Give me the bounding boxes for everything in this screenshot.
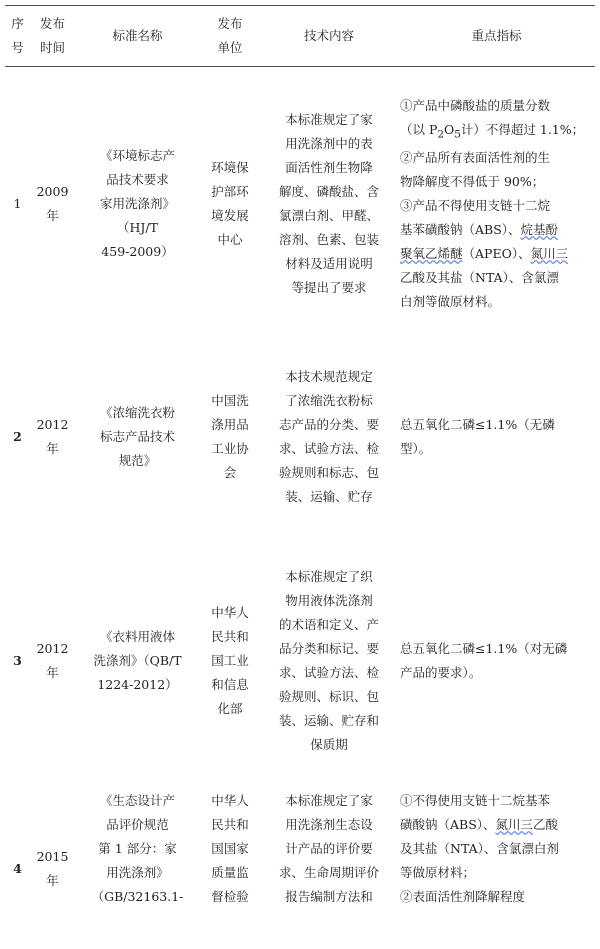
row-time: 2015 年 (36, 849, 69, 888)
row-name: 《环境标志产 品技术要求 家用洗涤剂》 （HJ/T 459-2009） (99, 148, 175, 259)
row-no: 2 (13, 429, 22, 444)
table-header-row (5, 6, 595, 67)
row-unit: 环境保 护部环 境发展 中心 (211, 160, 249, 247)
row-unit: 中华人 民共和 国国家 质量监 督检验 (211, 793, 249, 904)
header-time: 发布 时间 (30, 6, 75, 67)
row-content: 本标准规定了家 用洗涤剂中的表 面活性剂生物降 解度、磷酸盐、含 氯漂白剂、甲醛、 溶剂、色素、包装 材料及适用说明 等提出了要求 (278, 112, 379, 295)
row-unit: 中华人 民共和 国工业 和信息 化部 (211, 605, 249, 716)
row-name: 《浓缩洗衣粉 标志产品技术 规范》 (99, 405, 175, 468)
row-key: 总五氧化二磷≤1.1%（无磷 型）。 (400, 417, 555, 456)
row-time: 2012 年 (36, 641, 69, 680)
header-content: 技术内容 (260, 6, 398, 67)
row-content: 本技术规范规定 了浓缩洗衣粉标 志产品的分类、要 求、试验方法、检 验规则和标志、包 装、运输、贮存 (278, 369, 379, 504)
table-row (5, 337, 595, 537)
row-no: 1 (13, 196, 22, 211)
row-no: 4 (13, 861, 22, 876)
row-key: ①不得使用支链十二烷基苯 磺酸钠（ABS）、氮川三乙酸 及其盐（NTA）、含氯漂白剂 等做原材料； ②表面活性剂降解程度 (400, 793, 559, 904)
row-key: 总五氧化二磷≤1.1%（对无磷 产品的要求）。 (400, 641, 568, 680)
table-row (5, 785, 595, 949)
row-name: 《衣料用液体 洗涤剂》（QB/T 1224-2012） (93, 629, 182, 692)
row-unit: 中国洗 涤用品 工业协 会 (211, 393, 249, 480)
header-name: 标准名称 (75, 6, 200, 67)
row-key: ①产品中磷酸盐的质量分数 （以 $P_2O_5$计）不得超过 1.1%； ②产品所有表面活性剂的生 物降解度不得低于 90%； ③产品不得使用支链十二烷 基苯磺酸钠（ABS）、烷基酚 聚氧乙烯醚（APEO）、氮川三 乙酸及其盐（NTA）、含氯漂 白剂等做原材料。 (400, 97, 585, 310)
row-time: 2009 年 (36, 184, 69, 223)
table-row (5, 537, 595, 785)
header-unit: 发布 单位 (200, 6, 260, 67)
row-content: 本标准规定了织 物用液体洗涤剂 的术语和定义、产 品分类和标记、要 求、试验方法、检 验规则、标识、包 装、运输、贮存和 保质期 (278, 569, 379, 752)
row-no: 3 (13, 653, 22, 668)
table-row (5, 67, 595, 338)
standards-table (5, 5, 595, 949)
header-key: 重点指标 (398, 6, 595, 67)
header-no: 序 号 (5, 6, 30, 67)
row-content: 本标准规定了家 用洗涤剂生态设 计产品的评价要 求、生命周期评价 报告编制方法和 (278, 793, 379, 904)
row-time: 2012 年 (36, 417, 69, 456)
row-name: 《生态设计产 品评价规范 第 1 部分：家 用洗涤剂》 （GB/32163.1- (91, 793, 184, 904)
